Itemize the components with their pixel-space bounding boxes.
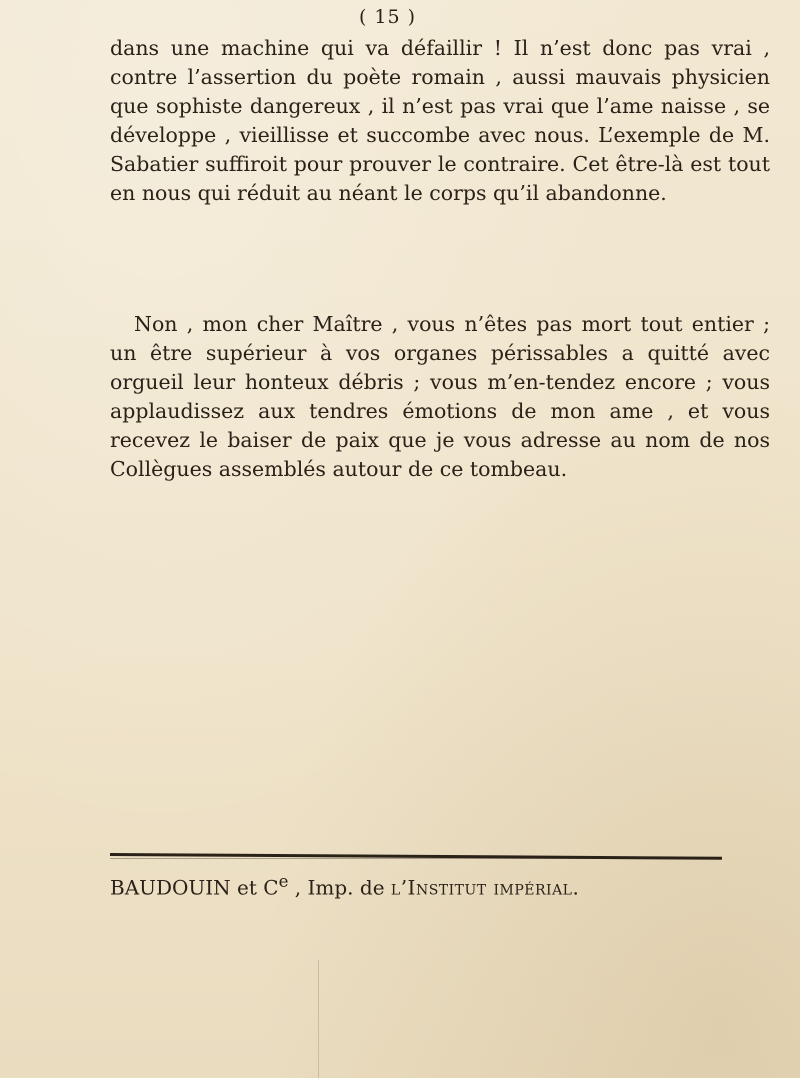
institution-name: l’Institut impérial. xyxy=(390,875,580,900)
printer-superscript: e xyxy=(278,872,289,891)
imprint-middle: , Imp. de xyxy=(288,875,391,900)
paragraph-1: dans une machine qui va défaillir ! Il n’est donc pas vrai , contre l’assertion du poète romain , aussi mauvais physicien que sophiste dangereux , il n’est pas vrai que l’ame naisse , se développe , vieillisse et succombe avec nous. L’exemple de M. Sabatier suffiroit pour prouver le contraire. Cet être-là est tout en nous qui réduit au néant le corps qu’il abandonne. xyxy=(110,36,770,205)
printer-name: BAUDOUIN et C xyxy=(110,875,279,900)
separator-rule-thin xyxy=(110,858,722,859)
printer-imprint xyxy=(110,872,790,900)
page-number: ( 15 ) xyxy=(358,6,417,28)
paragraph-2: Non , mon cher Maître , vous n’êtes pas mort tout entier ; un être supérieur à vos organes périssables a quitté avec orgueil leur honteux débris ; vous m’en-tendez encore ; vous applaudissez aux tendres émotions de mon ame , et vous recevez le baiser de paix que je vous adresse au nom de nos Collègues assemblés autour de ce tombeau. xyxy=(110,312,770,481)
paper-crease xyxy=(318,960,319,1078)
